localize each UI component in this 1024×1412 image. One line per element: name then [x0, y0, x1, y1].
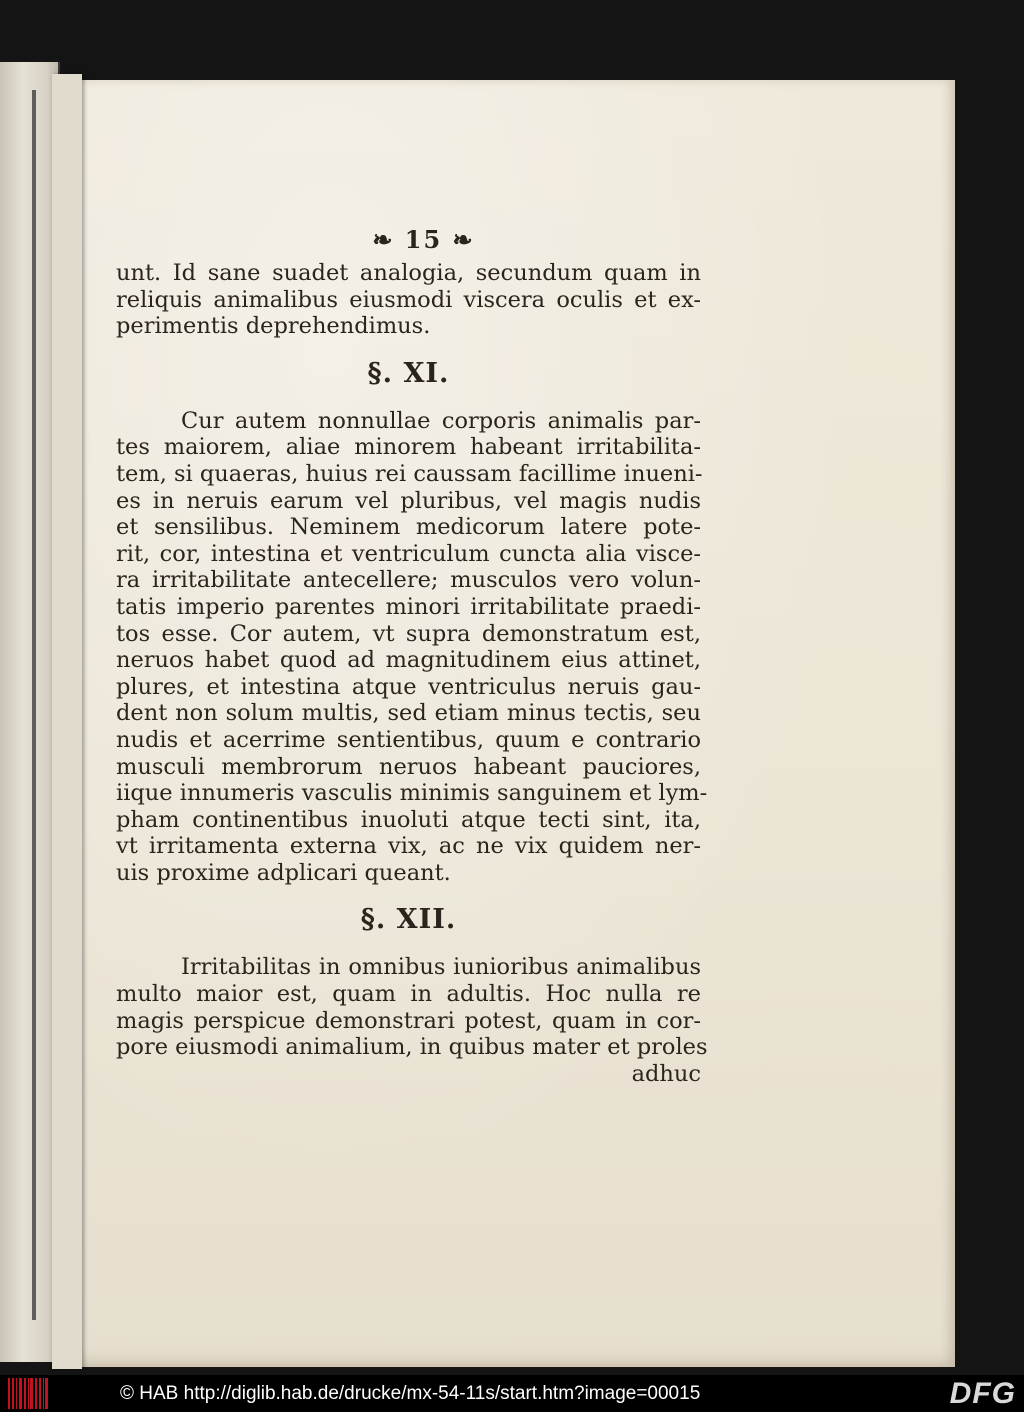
text-line: iique innumeris vasculis minimis sanguinem et lym-: [116, 780, 708, 807]
text-line: perimentis deprehendimus.: [116, 313, 431, 340]
page-number-header: ❧ 15 ❧: [372, 225, 475, 254]
paragraph-continuation: [116, 260, 701, 340]
text-line: vt irritamenta externa vix, ac ne vix quidem ner-: [116, 833, 701, 860]
catchword: adhuc: [631, 1060, 701, 1087]
text-line: plures, et intestina atque ventriculus neruis gau-: [116, 673, 701, 700]
text-line: neruos habet quod ad magnitudinem eius attinet,: [116, 647, 701, 674]
viewer-footer: [0, 1375, 1024, 1412]
book-page: [60, 80, 955, 1367]
page-text: [116, 220, 708, 1087]
text-line: ra irritabilitate antecellere; musculos vero volun-: [116, 567, 701, 594]
text-line: es in neruis earum vel pluribus, vel magis nudis: [116, 487, 701, 514]
dfg-logo: DFG: [949, 1377, 1016, 1410]
text-line: nudis et acerrime sentientibus, quum e contrario: [116, 726, 701, 753]
text-line: reliquis animalibus eiusmodi viscera oculis et ex-: [116, 286, 701, 313]
text-line: tos esse. Cor autem, vt supra demonstratum est,: [116, 620, 701, 647]
text-line: musculi membrorum neruos habeant pauciores,: [116, 753, 701, 780]
text-line: uis proxime adplicari queant.: [116, 859, 451, 886]
section-heading-xi: §. XI.: [367, 357, 450, 389]
text-line: Cur autem nonnullae corporis animalis par-: [181, 407, 701, 434]
text-line: tem, si quaeras, huius rei caussam facillime inueni-: [116, 460, 703, 487]
text-line: tatis imperio parentes minori irritabilitate praedi-: [116, 593, 701, 620]
section-heading-xii: §. XII.: [360, 904, 457, 936]
text-line: pham continentibus inuoluti atque tecti sint, ita,: [116, 806, 701, 833]
text-line: tes maiorem, aliae minorem habeant irritabilita-: [116, 434, 701, 461]
text-line: multo maior est, quam in adultis. Hoc nulla re: [116, 981, 701, 1008]
text-line: Irritabilitas in omnibus iunioribus animalibus: [181, 954, 701, 981]
text-line: rit, cor, intestina et ventriculum cuncta alia visce-: [116, 540, 701, 567]
text-line: magis perspicue demonstrari potest, quam in cor-: [116, 1007, 701, 1034]
text-line: unt. Id sane suadet analogia, secundum quam in: [116, 260, 701, 286]
copyright-link[interactable]: © HAB http://diglib.hab.de/drucke/mx-54-11s/start.htm?image=00015: [120, 1383, 701, 1404]
paragraph-section-xii: [116, 954, 708, 1087]
text-line: dent non solum multis, sed etiam minus tectis, seu: [116, 700, 701, 727]
paragraph-section-xi: [116, 407, 708, 887]
adjacent-page-edge: [0, 62, 60, 1362]
text-line: et sensilibus. Neminem medicorum latere pote-: [116, 514, 701, 541]
page-gutter-shadow: [32, 90, 36, 1320]
barcode-icon: [8, 1378, 48, 1409]
text-line: pore eiusmodi animalium, in quibus mater et proles: [116, 1034, 708, 1061]
